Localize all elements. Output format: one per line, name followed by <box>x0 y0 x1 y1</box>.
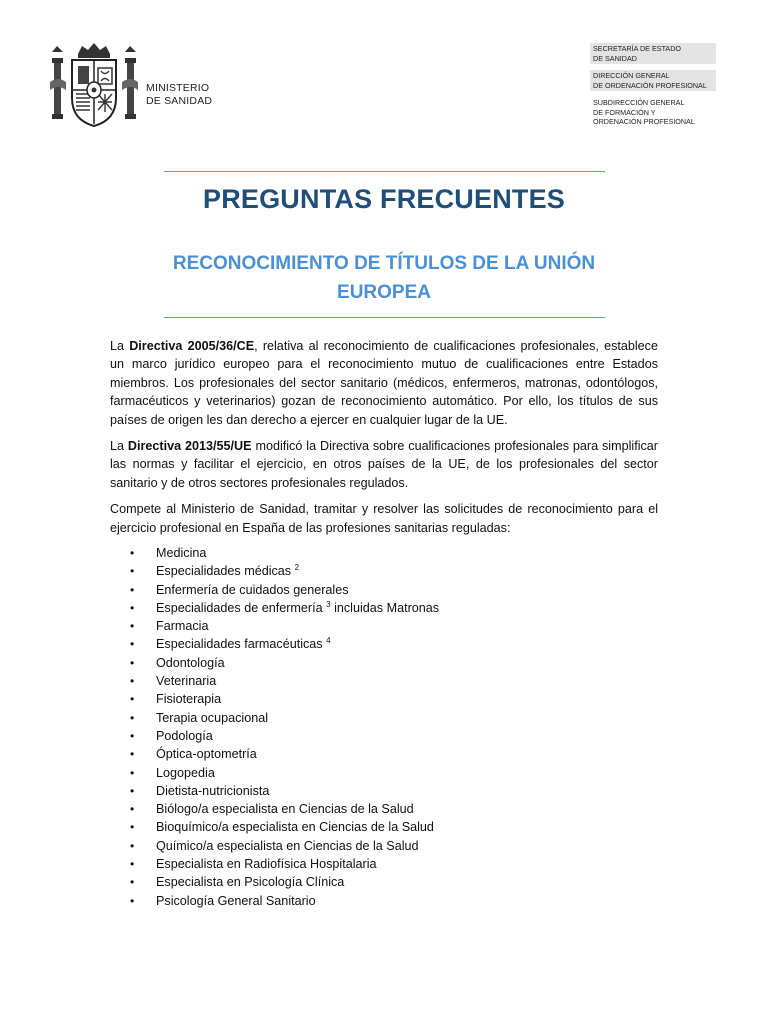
list-item <box>130 599 439 617</box>
bullet-icon: • <box>130 838 135 853</box>
paragraph-text: Compete al Ministerio de Sanidad, tramitar y resolver las solicitudes de reconocimiento para el ejercicio profesional en España de las profesiones sanitarias reguladas: <box>110 502 658 535</box>
ministry-name-line1: MINISTERIO <box>146 82 210 94</box>
list-item-text: Especialidades farmacéuticas <box>156 637 327 652</box>
bullet-icon: • <box>130 893 135 908</box>
title-divider-top <box>164 171 605 172</box>
bullet-icon: • <box>130 747 135 762</box>
bullet-icon: • <box>130 600 135 615</box>
list-item-text: Óptica-optometría <box>156 747 257 762</box>
department-direccion <box>590 70 716 91</box>
bullet-icon: • <box>130 637 135 652</box>
paragraph-competence <box>110 500 658 537</box>
list-item-text: Químico/a especialista en Ciencias de la Salud <box>156 838 419 853</box>
paragraph-text: modificó la Directiva sobre cualificaciones profesionales para simplificar las normas y facilitar el ejercicio, en otros países de la UE, de los profesionales del sector sanitario y de otros sectores profesionales regulados. <box>110 439 658 490</box>
list-item <box>130 855 439 873</box>
department-line: SECRETARÍA DE ESTADO <box>593 44 681 53</box>
bullet-icon: • <box>130 564 135 579</box>
department-subdireccion <box>590 97 716 128</box>
paragraph-text: , relativa al reconocimiento de cualificaciones profesionales, establece un marco jurídico europeo para el reconocimiento mutuo de cualificaciones entre Estados miembros. Los profesionales del sector sanitario (médicos, enfermeros, matronas, odontólogos, farmacéuticos y veterinarios) gozan de reconocimiento automático. Por ello, los títulos de sus países de origen les dan derecho a ejercer en cualquier lugar de la UE. <box>110 339 658 427</box>
list-item-text: Podología <box>156 728 213 743</box>
department-line: DE FORMACIÓN Y <box>593 107 656 117</box>
paragraph-directive-2013 <box>110 437 658 492</box>
list-item-text: Farmacia <box>156 619 209 634</box>
directive-reference: Directiva 2013/55/UE <box>127 439 252 454</box>
list-item <box>130 654 439 672</box>
list-item-text: Psicología General Sanitario <box>156 893 316 908</box>
bullet-icon: • <box>130 802 135 817</box>
spanish-coat-of-arms-icon <box>48 40 140 128</box>
list-item <box>130 837 439 855</box>
list-item <box>130 617 439 635</box>
list-item <box>130 873 439 891</box>
subtitle-line2: EUROPEA <box>337 282 431 303</box>
list-item-text: Especialidades médicas <box>156 564 295 579</box>
list-item-text: Terapia ocupacional <box>156 710 269 725</box>
department-line: SUBDIRECCIÓN GENERAL <box>593 98 685 107</box>
subtitle-line1: RECONOCIMIENTO DE TÍTULOS DE LA UNIÓN <box>172 253 596 274</box>
list-item-text: Especialidades de enfermería <box>156 600 327 615</box>
list-item <box>130 562 439 580</box>
page-subtitle <box>150 249 618 307</box>
list-item <box>130 764 439 782</box>
list-item <box>130 672 439 690</box>
paragraph-directive-2005 <box>110 337 658 429</box>
footnote-marker: 2 <box>294 563 300 573</box>
list-item <box>130 709 439 727</box>
department-line: DE ORDENACIÓN PROFESIONAL <box>593 80 707 90</box>
department-block <box>590 43 716 128</box>
bullet-icon: • <box>130 692 135 707</box>
professions-list <box>130 544 439 910</box>
title-divider-bottom <box>164 317 605 318</box>
bullet-icon: • <box>130 875 135 890</box>
list-item-text-after: incluidas Matronas <box>330 600 440 615</box>
list-item <box>130 818 439 836</box>
list-item <box>130 727 439 745</box>
department-line: DE SANIDAD <box>593 53 637 63</box>
body-text <box>110 337 658 545</box>
bullet-icon: • <box>130 765 135 780</box>
department-line: ORDENACIÓN PROFESIONAL <box>593 117 695 126</box>
list-item <box>130 745 439 763</box>
bullet-icon: • <box>130 582 135 597</box>
bullet-icon: • <box>130 820 135 835</box>
department-secretaria <box>590 43 716 64</box>
list-item <box>130 800 439 818</box>
bullet-icon: • <box>130 674 135 689</box>
bullet-icon: • <box>130 710 135 725</box>
list-item-text: Medicina <box>156 546 207 560</box>
department-line: DIRECCIÓN GENERAL <box>593 71 670 80</box>
list-item <box>130 892 439 910</box>
bullet-icon: • <box>130 783 135 798</box>
list-item-text: Fisioterapia <box>156 692 222 707</box>
list-item-text: Odontología <box>156 655 225 670</box>
list-item <box>130 544 439 562</box>
list-item-text: Enfermería de cuidados generales <box>156 582 349 597</box>
bullet-icon: • <box>130 546 135 560</box>
bullet-icon: • <box>130 655 135 670</box>
ministry-name <box>146 82 212 108</box>
list-item-text: Biólogo/a especialista en Ciencias de la Salud <box>156 802 414 817</box>
list-item-text: Bioquímico/a especialista en Ciencias de la Salud <box>156 820 434 835</box>
paragraph-text: La <box>110 439 128 454</box>
list-item <box>130 635 439 653</box>
bullet-icon: • <box>130 728 135 743</box>
bullet-icon: • <box>130 857 135 872</box>
list-item <box>130 581 439 599</box>
list-item <box>130 782 439 800</box>
list-item <box>130 690 439 708</box>
paragraph-text: La <box>110 339 130 353</box>
list-item-text: Dietista-nutricionista <box>156 783 270 798</box>
list-item-text: Especialista en Psicología Clínica <box>156 875 345 890</box>
directive-reference: Directiva 2005/36/CE <box>129 339 255 353</box>
footnote-marker: 4 <box>326 636 331 646</box>
bullet-icon: • <box>130 619 135 634</box>
list-item-text: Logopedia <box>156 765 215 780</box>
footnote-marker: 3 <box>326 599 331 609</box>
list-item-text: Especialista en Radiofísica Hospitalaria <box>156 857 377 872</box>
ministry-name-line2: DE SANIDAD <box>146 95 213 107</box>
page-title: PREGUNTAS FRECUENTES <box>202 184 566 214</box>
list-item-text: Veterinaria <box>156 674 217 689</box>
